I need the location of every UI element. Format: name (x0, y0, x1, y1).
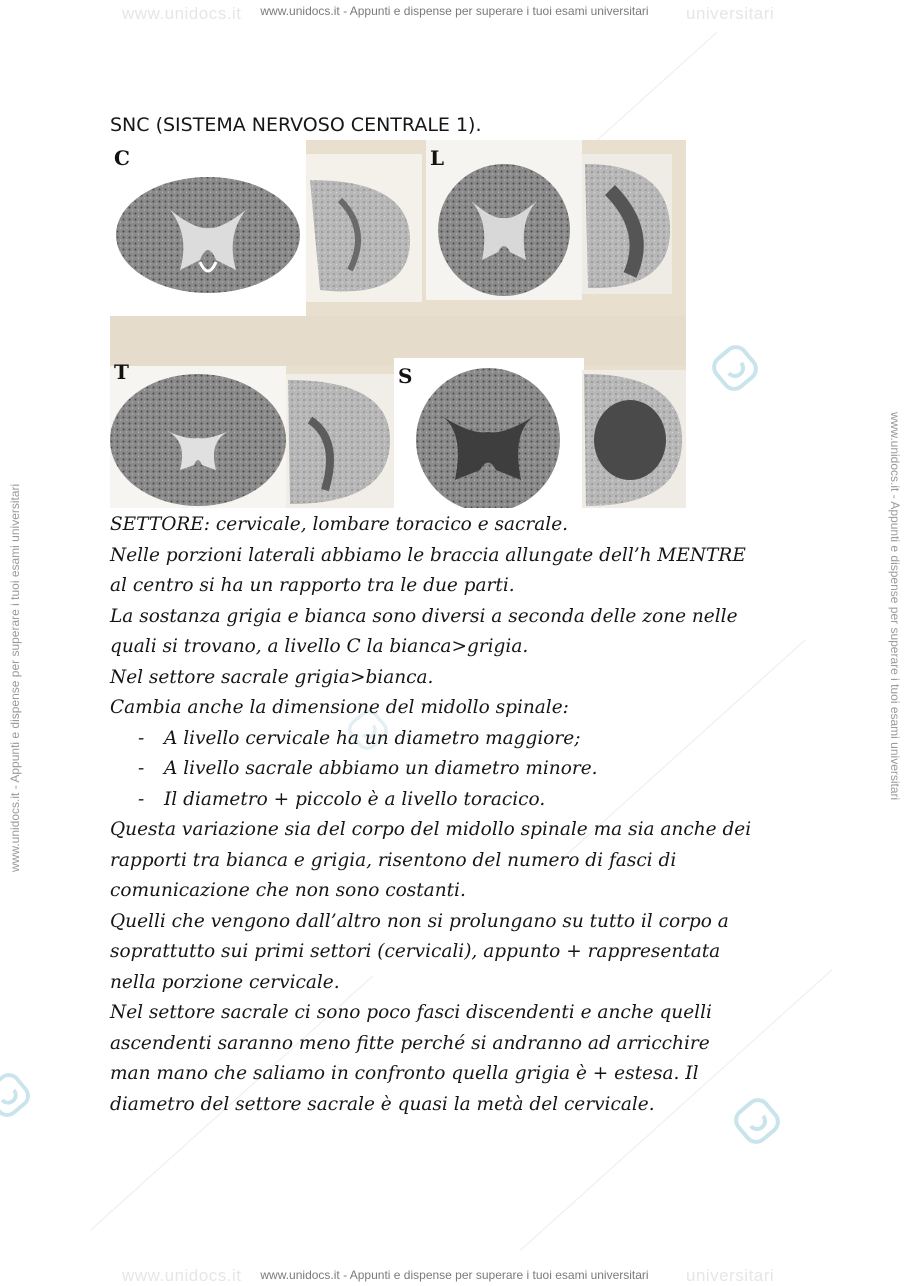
watermark-ghost-header: www.unidocs.it (122, 4, 242, 23)
unidocs-logo-icon (712, 345, 758, 391)
text-line: SETTORE: cervicale, lombare toracico e sacrale. (110, 514, 569, 535)
unidocs-logo-icon (0, 1073, 30, 1117)
panel-label-s: S (398, 364, 413, 388)
watermark-footer: www.unidocs.it - Appunti e dispense per superare i tuoi esami universitari (260, 1268, 649, 1282)
panel-label-c: C (114, 146, 130, 170)
text-line: Nelle porzioni laterali abbiamo le braccia allungate dell’h MENTRE (110, 544, 746, 566)
text-line: Cambia anche la dimensione del midollo spinale: (110, 697, 569, 718)
document-body (110, 510, 810, 1120)
text-line: quali si trovano, a livello C la bianca>grigia. (110, 636, 529, 657)
bullet-text: A livello sacrale abbiamo un diametro minore. (164, 758, 598, 779)
watermark-ghost-footer: www.unidocs.it (122, 1266, 242, 1285)
text-line: soprattutto sui primi settori (cervicali), appunto + rappresentata (110, 941, 721, 962)
text-line: man mano che saliamo in confronto quella grigia è + estesa. Il (110, 1063, 699, 1084)
watermark-ghost-footer-right: universitari (686, 1266, 775, 1285)
page-title: SNC (SISTEMA NERVOSO CENTRALE 1). (110, 114, 482, 136)
text-line: Nel settore sacrale ci sono poco fasci discendenti e anche quelli (110, 1002, 712, 1023)
text-line: diametro del settore sacrale è quasi la metà del cervicale. (110, 1093, 655, 1115)
bullet-marker: - (138, 727, 145, 749)
watermark-side-right: www.unidocs.it - Appunti e dispense per superare i tuoi esami universitari (888, 412, 902, 801)
watermark-header: www.unidocs.it - Appunti e dispense per superare i tuoi esami universitari (260, 4, 649, 18)
panel-label-t: T (114, 360, 129, 384)
text-line: al centro si ha un rapporto tra le due parti. (110, 575, 515, 596)
bullet-marker: - (138, 758, 145, 779)
panel-label-l: L (430, 146, 445, 170)
bullet-item (110, 785, 810, 816)
bullet-item (110, 724, 810, 755)
text-line: comunicazione che non sono costanti. (110, 880, 466, 901)
bullet-text: Il diametro + piccolo è a livello toracico. (164, 788, 546, 810)
spinal-cord-sections-figure (110, 140, 686, 508)
bullet-marker: - (138, 788, 145, 810)
text-line: Nel settore sacrale grigia>bianca. (110, 666, 434, 688)
text-line: La sostanza grigia e bianca sono diversi a seconda delle zone nelle (110, 605, 738, 627)
text-line: ascendenti saranno meno fitte perché si andranno ad arricchire (110, 1032, 710, 1054)
bullet-text: A livello cervicale ha un diametro maggiore; (164, 727, 581, 749)
text-line: nella porzione cervicale. (110, 971, 340, 993)
bullet-item (110, 754, 810, 785)
spinal-cord-sections-image (110, 140, 686, 508)
text-line: Questa variazione sia del corpo del midollo spinale ma sia anche dei (110, 819, 752, 840)
text-line: Quelli che vengono dall’altro non si prolungano su tutto il corpo a (110, 910, 729, 932)
watermark-ghost-header-right: universitari (686, 4, 775, 23)
watermark-side-left: www.unidocs.it - Appunti e dispense per superare i tuoi esami universitari (8, 483, 22, 872)
text-line: rapporti tra bianca e grigia, risentono del numero di fasci di (110, 849, 677, 871)
